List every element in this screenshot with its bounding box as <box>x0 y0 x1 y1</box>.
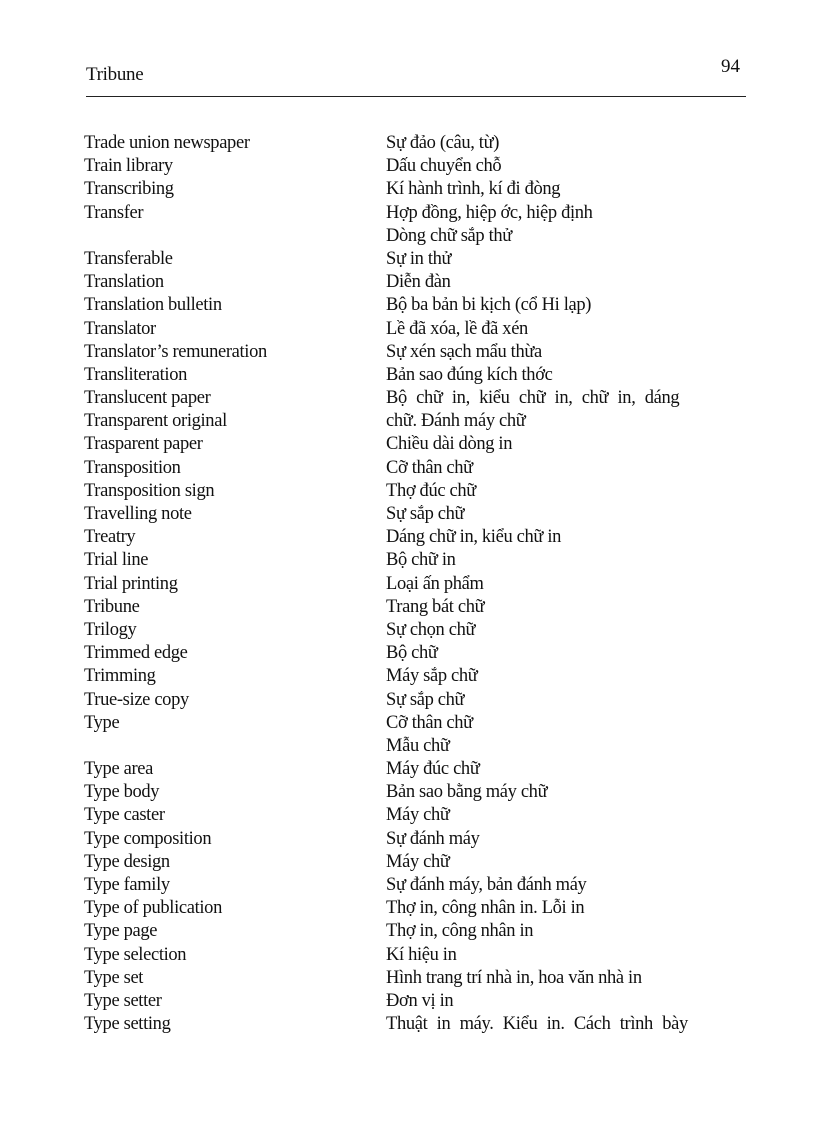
glossary-row <box>84 341 748 364</box>
vietnamese-translation: Kí hiệu in <box>386 944 457 965</box>
english-term: Type of publication <box>84 898 222 919</box>
glossary-row <box>84 549 748 572</box>
english-term: Trimming <box>84 666 156 687</box>
glossary-row <box>84 178 748 201</box>
vietnamese-translation: Sự chọn chữ <box>386 619 476 640</box>
glossary-row <box>84 990 748 1013</box>
english-term: Translator’s remuneration <box>84 341 267 362</box>
glossary-row <box>84 804 748 827</box>
vietnamese-translation: Thợ in, công nhân in <box>386 921 534 942</box>
vietnamese-translation: Cỡ thân chữ <box>386 712 473 733</box>
english-term: Trimmed edge <box>84 643 188 664</box>
glossary-row <box>84 944 748 967</box>
english-term: Train library <box>84 156 173 177</box>
vietnamese-translation: Máy sắp chữ <box>386 666 478 687</box>
glossary-row <box>84 920 748 943</box>
vietnamese-translation: Sự sắp chữ <box>386 689 465 710</box>
english-term: Transposition sign <box>84 480 215 501</box>
vietnamese-translation: Máy chữ <box>386 851 450 872</box>
glossary-row <box>84 457 748 480</box>
glossary-row <box>84 851 748 874</box>
vietnamese-translation: Chiều dài dòng in <box>386 434 513 455</box>
vietnamese-translation: Sự xén sạch mẩu thừa <box>386 341 542 362</box>
vietnamese-translation: Máy chữ <box>386 805 450 826</box>
glossary-row <box>84 387 748 410</box>
glossary-row <box>84 897 748 920</box>
glossary-row <box>84 642 748 665</box>
running-head: Tribune <box>86 64 144 85</box>
glossary-row <box>84 132 748 155</box>
glossary-row <box>84 503 748 526</box>
vietnamese-translation: Bản sao đúng kích thớc <box>386 364 553 385</box>
glossary-row <box>84 596 748 619</box>
vietnamese-translation: Máy đúc chữ <box>386 759 480 780</box>
glossary-row <box>84 967 748 990</box>
glossary-row <box>84 619 748 642</box>
english-term: Treatry <box>84 527 136 548</box>
english-term <box>84 735 386 758</box>
glossary-row <box>84 689 748 712</box>
glossary-row <box>84 573 748 596</box>
english-term: Transposition <box>84 457 181 478</box>
glossary-row <box>84 712 748 735</box>
vietnamese-translation: Sự đánh máy <box>386 828 480 849</box>
english-term: Type page <box>84 921 158 942</box>
english-term: Transcribing <box>84 179 174 200</box>
english-term: Type composition <box>84 828 212 849</box>
glossary-row <box>84 526 748 549</box>
glossary-row <box>84 225 748 248</box>
vietnamese-translation: Bộ chữ <box>386 643 438 664</box>
vietnamese-translation: Kí hành trình, kí đi đòng <box>386 179 561 200</box>
page-header <box>86 56 746 97</box>
vietnamese-translation: Bộ ba bản bi kịch (cổ Hi lạp) <box>386 295 592 316</box>
vietnamese-translation: Hợp đồng, hiệp ớc, hiệp định <box>386 202 593 223</box>
glossary-row <box>84 318 748 341</box>
vietnamese-translation: chữ. Đánh máy chữ <box>386 411 526 432</box>
glossary-row <box>84 665 748 688</box>
page-number: 94 <box>721 56 740 77</box>
vietnamese-translation: Sự đánh máy, bản đánh máy <box>386 875 587 895</box>
english-term: Translation bulletin <box>84 295 222 316</box>
glossary-row <box>84 874 748 897</box>
glossary-row <box>84 271 748 294</box>
glossary-row <box>84 202 748 225</box>
english-term: Type family <box>84 875 170 895</box>
vietnamese-translation: Sự sắp chữ <box>386 504 465 524</box>
vietnamese-translation: Mẫu chữ <box>386 735 450 756</box>
glossary-row <box>84 781 748 804</box>
vietnamese-translation: Thợ đúc chữ <box>386 480 476 501</box>
english-term: Translator <box>84 318 156 339</box>
glossary-row <box>84 1013 748 1036</box>
english-term: Travelling note <box>84 504 192 524</box>
glossary-row <box>84 735 748 758</box>
english-term: Type area <box>84 759 153 780</box>
english-term: Type set <box>84 967 144 988</box>
vietnamese-translation: Sự in thử <box>386 248 452 269</box>
vietnamese-translation: Dấu chuyển chỗ <box>386 156 502 177</box>
english-term: Type <box>84 712 120 733</box>
english-term <box>84 225 386 248</box>
vietnamese-translation: Bộ chữ in <box>386 550 456 571</box>
vietnamese-translation: Thuật in máy. Kiểu in. Cách trình bày <box>386 1014 688 1035</box>
vietnamese-translation: Sự đảo (câu, từ) <box>386 133 500 153</box>
vietnamese-translation: Bộ chữ in, kiểu chữ in, chữ in, dáng <box>386 388 680 409</box>
english-term: Trasparent paper <box>84 434 203 455</box>
glossary-row <box>84 364 748 387</box>
glossary-row <box>84 828 748 851</box>
english-term: Transferable <box>84 248 173 269</box>
english-term: Trial printing <box>84 573 178 594</box>
glossary-row <box>84 410 748 433</box>
english-term: Trial line <box>84 550 149 571</box>
glossary-row <box>84 248 748 271</box>
english-term: Type design <box>84 851 170 872</box>
english-term: Transparent original <box>84 411 227 432</box>
english-term: Tribune <box>84 596 140 617</box>
glossary-row <box>84 480 748 503</box>
glossary-row <box>84 758 748 781</box>
english-term: Translucent paper <box>84 388 211 409</box>
english-term: Trade union newspaper <box>84 133 250 153</box>
english-term: Type setter <box>84 990 162 1011</box>
glossary-list <box>84 132 748 1036</box>
english-term: Type setting <box>84 1014 171 1035</box>
english-term: Translation <box>84 272 164 293</box>
vietnamese-translation: Đơn vị in <box>386 990 454 1011</box>
english-term: Transfer <box>84 202 144 223</box>
english-term: Type body <box>84 782 160 803</box>
vietnamese-translation: Loại ấn phẩm <box>386 573 484 594</box>
vietnamese-translation: Dòng chữ sắp thử <box>386 225 512 246</box>
vietnamese-translation: Dáng chữ in, kiểu chữ in <box>386 527 562 548</box>
english-term: Transliteration <box>84 364 188 385</box>
english-term: Type selection <box>84 944 187 965</box>
vietnamese-translation: Thợ in, công nhân in. Lỗi in <box>386 898 585 919</box>
english-term: Type caster <box>84 805 165 826</box>
vietnamese-translation: Cỡ thân chữ <box>386 457 473 478</box>
vietnamese-translation: Lề đã xóa, lề đã xén <box>386 318 528 339</box>
vietnamese-translation: Diễn đàn <box>386 272 451 293</box>
glossary-row <box>84 433 748 456</box>
vietnamese-translation: Bản sao bằng máy chữ <box>386 782 548 803</box>
glossary-row <box>84 294 748 317</box>
vietnamese-translation: Hình trang trí nhà in, hoa văn nhà in <box>386 967 642 988</box>
vietnamese-translation: Trang bát chữ <box>386 596 485 617</box>
english-term: Trilogy <box>84 619 137 640</box>
glossary-row <box>84 155 748 178</box>
english-term: True-size copy <box>84 689 189 710</box>
